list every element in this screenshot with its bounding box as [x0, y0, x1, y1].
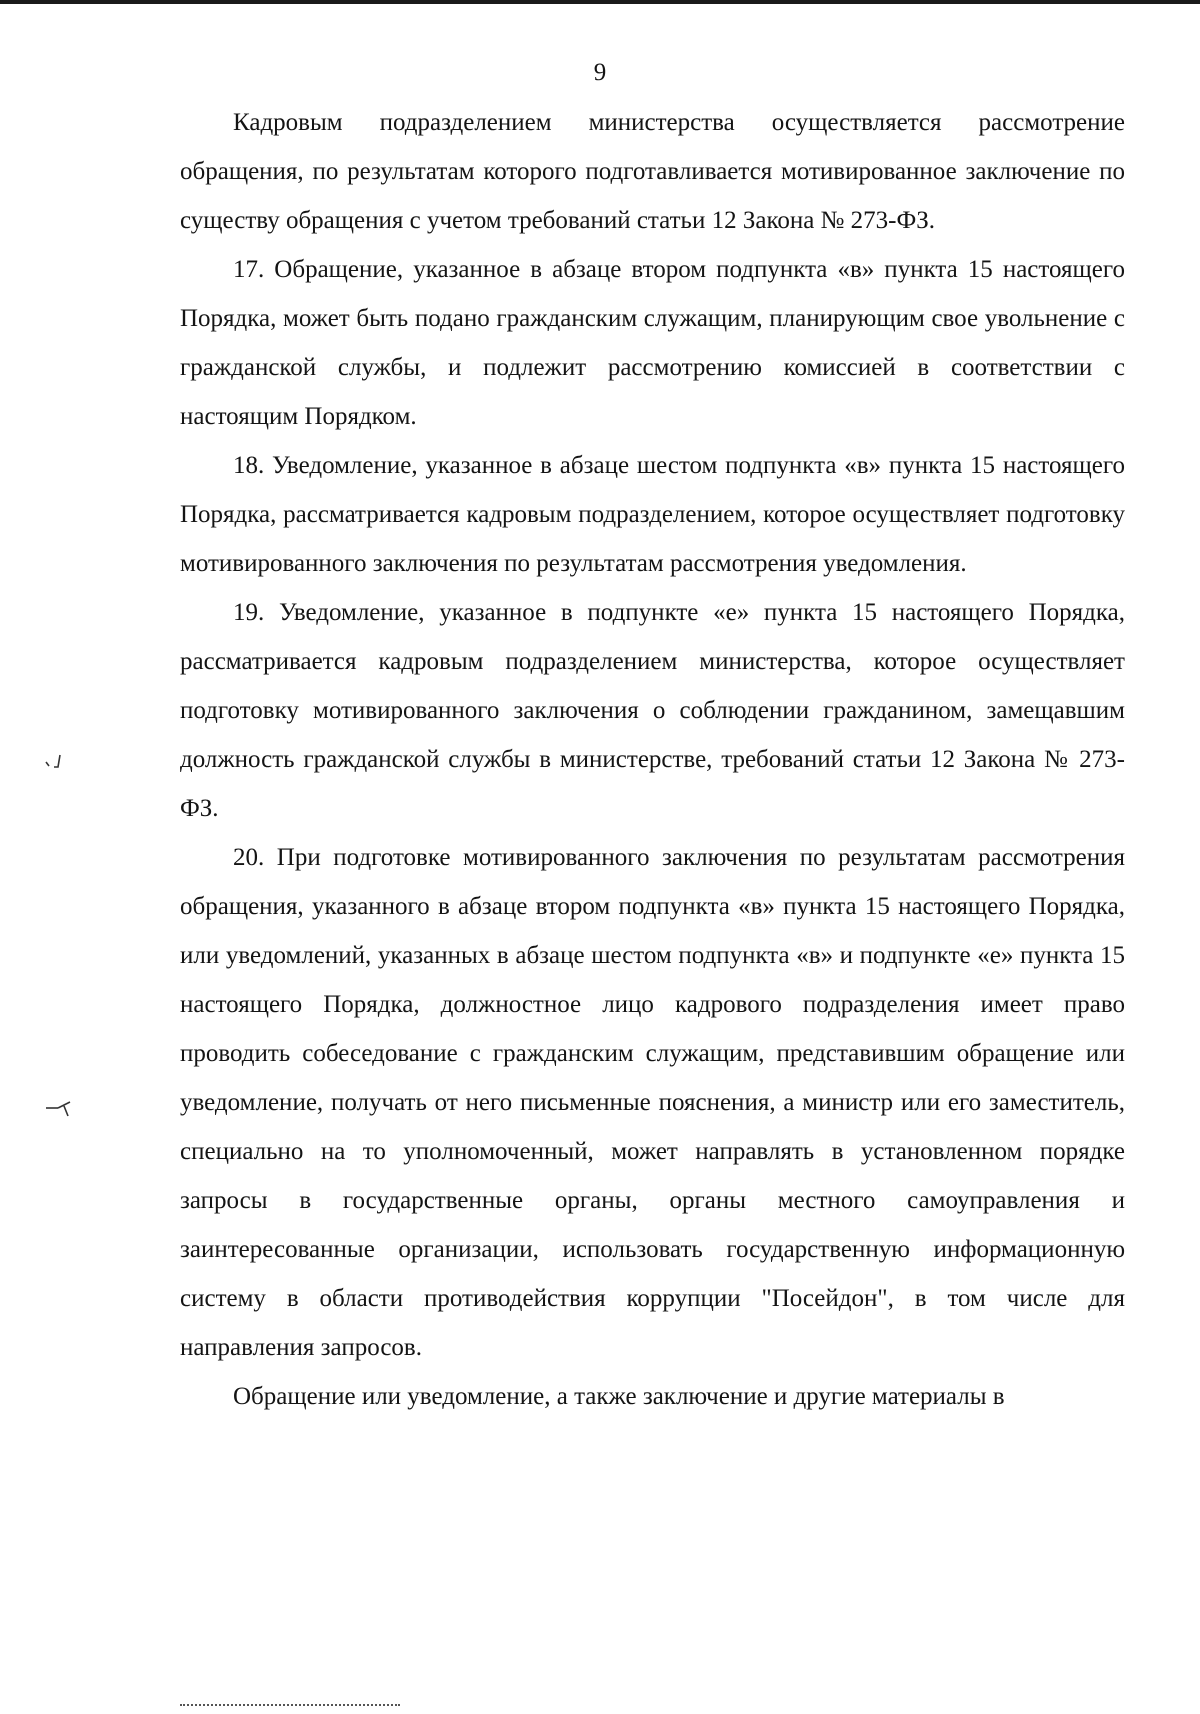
document-body	[180, 98, 1125, 1421]
margin-scan-mark	[44, 752, 68, 776]
page-number: 9	[593, 59, 607, 86]
scan-mark-icon	[44, 1098, 74, 1118]
paragraph-20: 20. При подготовке мотивированного заключения по результатам рассмотрения обращения, указанного в абзаце втором подпункта «в» пункта 15 настоящего Порядка, или уведомлений, указанных в абзаце шестом подпункта «в» и подпункте «е» пункта 15 настоящего Порядка, должностное лицо кадрового подразделения имеет право проводить собеседование с гражданским служащим, представившим обращение или уведомление, получать от него письменные пояснения, а министр или его заместитель, специально на то уполномоченный, может направлять в установленном порядке запросы в государственные органы, органы местного самоуправления и заинтересованные организации, использовать государственную информационную систему в области противодействия коррупции "Посейдон", в том числе для направления запросов.	[180, 844, 1125, 1361]
paragraph-19: 19. Уведомление, указанное в подпункте «е» пункта 15 настоящего Порядка, рассматривается кадровым подразделением министерства, которое осуществляет подготовку мотивированного заключения о соблюдении гражданином, замещавшим должность гражданской службы в министерстве, требований статьи 12 Закона № 273-ФЗ.	[180, 599, 1125, 822]
paragraph-17: 17. Обращение, указанное в абзаце втором подпункта «в» пункта 15 настоящего Порядка, может быть подано гражданским служащим, планирующим свое увольнение с гражданской службы, и подлежит рассмотрению комиссией в соответствии с настоящим Порядком.	[180, 256, 1125, 430]
paragraph-intro: Кадровым подразделением министерства осуществляется рассмотрение обращения, по результатам которого подготавливается мотивированное заключение по существу обращения с учетом требований статьи 12 Закона № 273-ФЗ.	[180, 109, 1125, 234]
paragraph-18: 18. Уведомление, указанное в абзаце шестом подпункта «в» пункта 15 настоящего Порядка, рассматривается кадровым подразделением, которое осуществляет подготовку мотивированного заключения по результатам рассмотрения уведомления.	[180, 452, 1125, 577]
page-top-edge	[0, 0, 1200, 4]
paragraph-continuation: Обращение или уведомление, а также заключение и другие материалы в	[233, 1383, 1005, 1410]
scan-mark-icon	[44, 752, 68, 772]
bottom-scan-artifact	[180, 1704, 400, 1709]
margin-scan-mark	[44, 1098, 74, 1122]
